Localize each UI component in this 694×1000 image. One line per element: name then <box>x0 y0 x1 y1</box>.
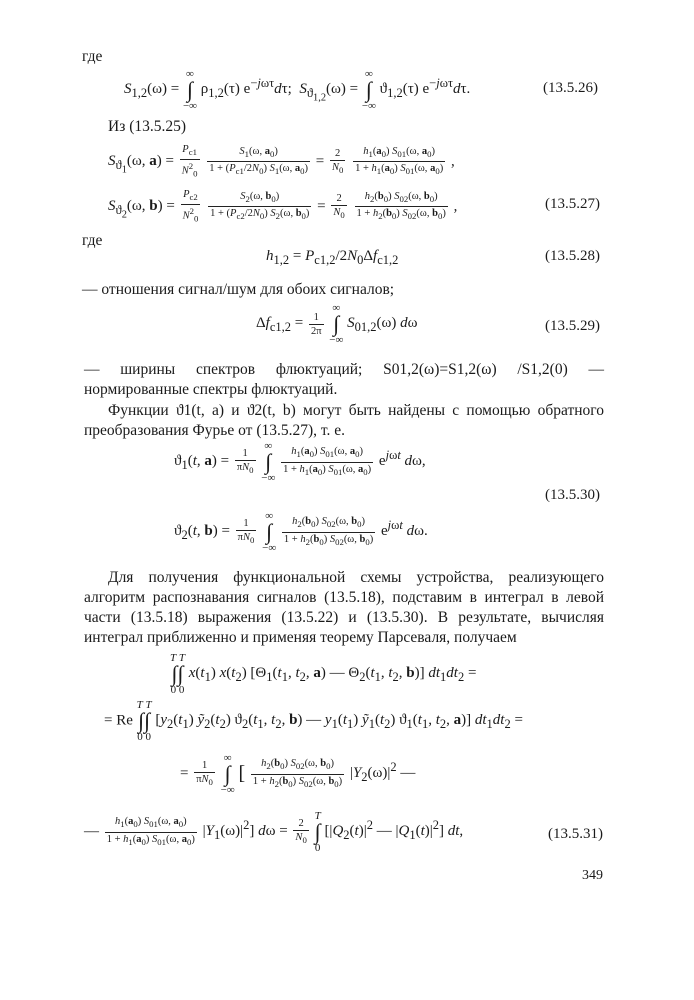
equation-13-5-26: $S_{1,2}(\omega)$ = ∞ ∫ −∞ $\rho_{1,2}(\tau)$ $e^{-j\omega\tau}d\tau$; $S_{ϑ_{1,2}}(\omega)$ = ∞ ∫ −∞ $ϑ_{1,2}(\tau)$ $e^{-j\omega\tau}d\tau$. <box>124 68 471 112</box>
equation-number-27: (13.5.27) <box>545 196 600 212</box>
text-otnosheniya: — отношения сигнал/шум для обоих сигналов; <box>82 281 395 298</box>
page-number: 349 <box>582 868 603 883</box>
equation-13-5-31-line-1: T T ∫∫ 0 0 $x(t_1)$ $x(t_2)$ [$\Theta_1(t_1$, $t_2$, a) — $\Theta_2(t_1$, $t_2$, b)] $dt_1dt_2$ = <box>170 652 477 696</box>
equation-13-5-31-line-2: = Re T T ∫∫ 0 0 [$y_2(t_1)$ $ỹ_2(t_2)$ $ϑ_2(t_1$, $t_2$, b) — $y_1(t_1)$ $ỹ_1(t_2)$ $ϑ_1(t_1$, $t_2$, a)] $dt_1dt_2$ = <box>104 699 523 743</box>
equation-13-5-31-line-3: = $\frac{1}{\pi N_0}$ ∞ ∫ −∞ [ $\frac{h_2(b_0) S_{02}(\omega, b_0)}{1 + h_2(b_0) S_{02}(\omega, b_0)}$ $|Y_2(\omega)|^2$ — <box>180 752 416 796</box>
text-iz: Из (13.5.25) <box>108 118 187 135</box>
text-gde-1: где <box>82 48 103 65</box>
equation-13-5-30-b: $ϑ_2(t$, b) = $\frac{1}{\pi N_0}$ ∞ ∫ −∞ $\frac{h_2(b_0) S_{02}(\omega, b_0)}{1 + h_2(b_0) S_{02}(\omega, b_0)}$ $e^{j\omega t}$ dω. <box>174 510 428 554</box>
equation-number-26: (13.5.26) <box>543 80 598 96</box>
equation-13-5-29: $\Delta f_{c1,2}$ = $\frac{1}{2\pi}$ ∞ ∫ −∞ $S_{01,2}(\omega)$ dω <box>256 302 418 346</box>
equation-13-5-31-line-4: — $\frac{h_1(a_0) S_{01}(\omega, a_0)}{1 + h_1(a_0) S_{01}(\omega, a_0)}$ $|Y_1(\omega)|^2$] dω = $\frac{2}{N_0}$ T ∫ 0 [$|Q_2(t)|^2$ — $|Q_1(t)|^2$] dt, <box>84 810 464 854</box>
equation-13-5-27-a: $S_{ϑ_1}(\omega$, a) = $\frac{P_{c1}}{N^2_0}$ $\frac{S_1(\omega, a_0)}{1 + (P_{c1}/2N_0) S_1(\omega, a_0)}$ = $\frac{2}{N_0}$ $\frac{h_1(a_0) S_{01}(\omega, a_0)}{1 + h_1(a_0) S_{01}(\omega, a_0)}$ , <box>108 144 455 179</box>
paragraph-dlya: Для получения функциональной схемы устройства, реализующего алгоритм распознавания сигналов (13.5.18), подставим в интеграл в левой части (13.5.18) выражения (13.5.22) и (13.5.30). В результате, вычисляя интеграл приближенно и применяя теорему Парсеваля, получаем <box>84 569 604 646</box>
paragraph-shiriny: — ширины спектров флюктуаций; S01,2(ω)=S1,2(ω) /S1,2(0) — нормированные спектры флюктуаций. <box>84 361 604 398</box>
equation-13-5-30-a: $ϑ_1(t$, a) = $\frac{1}{\pi N_0}$ ∞ ∫ −∞ $\frac{h_1(a_0) S_{01}(\omega, a_0)}{1 + h_1(a_0) S_{01}(\omega, a_0)}$ $e^{j\omega t}$ dω, <box>174 440 426 484</box>
text-gde-2: где <box>82 232 103 249</box>
equation-13-5-27-b: $S_{ϑ_2}(\omega$, b) = $\frac{P_{c2}}{N^2_0}$ $\frac{S_2(\omega, b_0)}{1 + (P_{c2}/2N_0) S_2(\omega, b_0)}$ = $\frac{2}{N_0}$ $\frac{h_2(b_0) S_{02}(\omega, b_0)}{1 + h_2(b_0) S_{02}(\omega, b_0)}$ , <box>108 189 458 224</box>
equation-number-28: (13.5.28) <box>545 248 600 264</box>
paragraph-funkcii: Функции ϑ1(t, a) и ϑ2(t, b) могут быть найдены с помощью обратного преобразования Фурье от (13.5.27), т. е. <box>84 402 604 439</box>
equation-13-5-28: $h_{1,2} = P_{c1,2}/2N_0\Delta f_{c1,2}$ <box>266 248 399 267</box>
equation-number-31: (13.5.31) <box>548 826 603 842</box>
equation-number-29: (13.5.29) <box>545 318 600 334</box>
equation-number-30: (13.5.30) <box>545 487 600 503</box>
